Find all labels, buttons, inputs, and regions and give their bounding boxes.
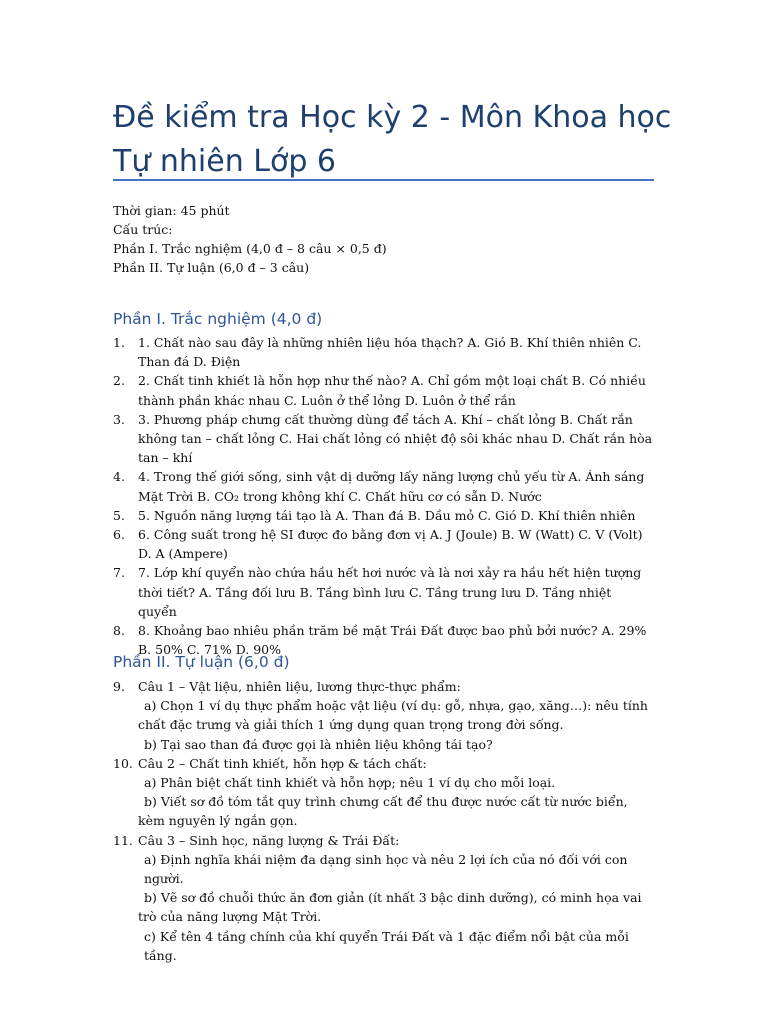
essay-question bbox=[113, 831, 653, 965]
exam-meta bbox=[113, 201, 673, 277]
question-item bbox=[113, 410, 653, 468]
question-text: Câu 1 – Vật liệu, nhiên liệu, lương thực-thực phẩm: bbox=[138, 679, 461, 694]
question-number: 8. bbox=[113, 623, 125, 639]
sub-question: a) Chọn 1 ví dụ thực phẩm hoặc vật liệu (ví dụ: gỗ, nhựa, gạo, xăng…): nêu tính chất đặc trưng và giải thích 1 ứng dụng quan trọng trong đời sống. bbox=[138, 698, 648, 733]
section1-question-list bbox=[113, 333, 653, 659]
sub-question: b) Viết sơ đồ tóm tắt quy trình chưng cất để thu được nước cất từ nước biển, kèm nguyên lý ngắn gọn. bbox=[138, 794, 628, 829]
exam-structure-label: Cấu trúc: bbox=[113, 222, 173, 237]
question-text: Câu 3 – Sinh học, năng lượng & Trái Đất: bbox=[138, 832, 400, 848]
question-number: 3. bbox=[113, 411, 125, 427]
essay-question bbox=[113, 754, 653, 831]
sub-question: b) Tại sao than đá được gọi là nhiên liệu không tái tạo? bbox=[144, 736, 493, 752]
page-title: Đề kiểm tra Học kỳ 2 - Môn Khoa học Tự nhiên Lớp 6 bbox=[113, 100, 672, 179]
exam-part1-summary: Phần I. Trắc nghiệm (4,0 đ – 8 câu × 0,5 đ) bbox=[113, 241, 387, 256]
question-number: 5. bbox=[113, 507, 125, 523]
question-number: 9. bbox=[113, 679, 125, 694]
question-item bbox=[113, 467, 653, 505]
question-text: Câu 2 – Chất tinh khiết, hỗn hợp & tách chất: bbox=[138, 755, 427, 771]
question-number: 4. bbox=[113, 469, 125, 485]
question-number: 7. bbox=[113, 565, 125, 581]
question-item bbox=[113, 563, 653, 621]
question-text: 7. Lớp khí quyển nào chứa hầu hết hơi nước và là nơi xảy ra hầu hết hiện tượng thời tiết? A. Tầng đối lưu B. Tầng bình lưu C. Tầng trung lưu D. Tầng nhiệt quyển bbox=[138, 565, 642, 619]
section2-heading: Phần II. Tự luận (6,0 đ) bbox=[113, 653, 290, 671]
question-item bbox=[113, 525, 653, 563]
question-text: 8. Khoảng bao nhiêu phần trăm bề mặt Trái Đất được bao phủ bởi nước? A. 29% B. 50% C. 71% D. 90% bbox=[138, 623, 647, 658]
section1-heading: Phần I. Trắc nghiệm (4,0 đ) bbox=[113, 310, 323, 328]
question-text: 3. Phương pháp chưng cất thường dùng để tách A. Khí – chất lỏng B. Chất rắn không tan – chất lỏng C. Hai chất lỏng có nhiệt độ sôi khác nhau D. Chất rắn hòa tan – khí bbox=[138, 411, 653, 466]
question-number: 6. bbox=[113, 527, 125, 543]
question-text: 6. Công suất trong hệ SI được đo bằng đơn vị A. J (Joule) B. W (Watt) C. V (Volt) D. A (Ampere) bbox=[138, 527, 643, 562]
exam-part2-summary: Phần II. Tự luận (6,0 đ – 3 câu) bbox=[113, 260, 310, 275]
sub-question: b) Vẽ sơ đồ chuỗi thức ăn đơn giản (ít nhất 3 bậc dinh dưỡng), có minh họa vai trò của năng lượng Mặt Trời. bbox=[138, 890, 642, 925]
question-item bbox=[113, 371, 653, 409]
question-number: 11. bbox=[113, 832, 133, 848]
sub-question: a) Phân biệt chất tinh khiết và hỗn hợp; nêu 1 ví dụ cho mỗi loại. bbox=[144, 775, 556, 791]
question-item bbox=[113, 333, 653, 371]
question-text: 1. Chất nào sau đây là những nhiên liệu hóa thạch? A. Gió B. Khí thiên nhiên C. Than đá D. Điện bbox=[138, 335, 642, 370]
title-underline bbox=[113, 179, 654, 181]
question-text: 2. Chất tinh khiết là hỗn hợp như thế nào? A. Chỉ gồm một loại chất B. Có nhiều thành phần khác nhau C. Luôn ở thể lỏng D. Luôn ở thể rắn bbox=[138, 373, 646, 408]
question-item bbox=[113, 506, 653, 525]
question-text: 5. Nguồn năng lượng tái tạo là A. Than đá B. Dầu mỏ C. Gió D. Khí thiên nhiên bbox=[138, 507, 636, 523]
question-number: 2. bbox=[113, 373, 125, 389]
question-number: 1. bbox=[113, 335, 125, 350]
section2-question-list bbox=[113, 677, 653, 965]
essay-question bbox=[113, 677, 653, 754]
sub-question: a) Định nghĩa khái niệm đa dạng sinh học và nêu 2 lợi ích của nó đối với con người. bbox=[144, 851, 628, 887]
question-number: 10. bbox=[113, 755, 133, 771]
sub-question: c) Kể tên 4 tầng chính của khí quyển Trái Đất và 1 đặc điểm nổi bật của mỗi tầng. bbox=[144, 928, 629, 963]
exam-time: Thời gian: 45 phút bbox=[113, 203, 230, 218]
question-text: 4. Trong thế giới sống, sinh vật dị dưỡng lấy năng lượng chủ yếu từ A. Ánh sáng Mặt Trời B. CO₂ trong không khí C. Chất hữu cơ có sẵn D. Nước bbox=[138, 469, 645, 504]
